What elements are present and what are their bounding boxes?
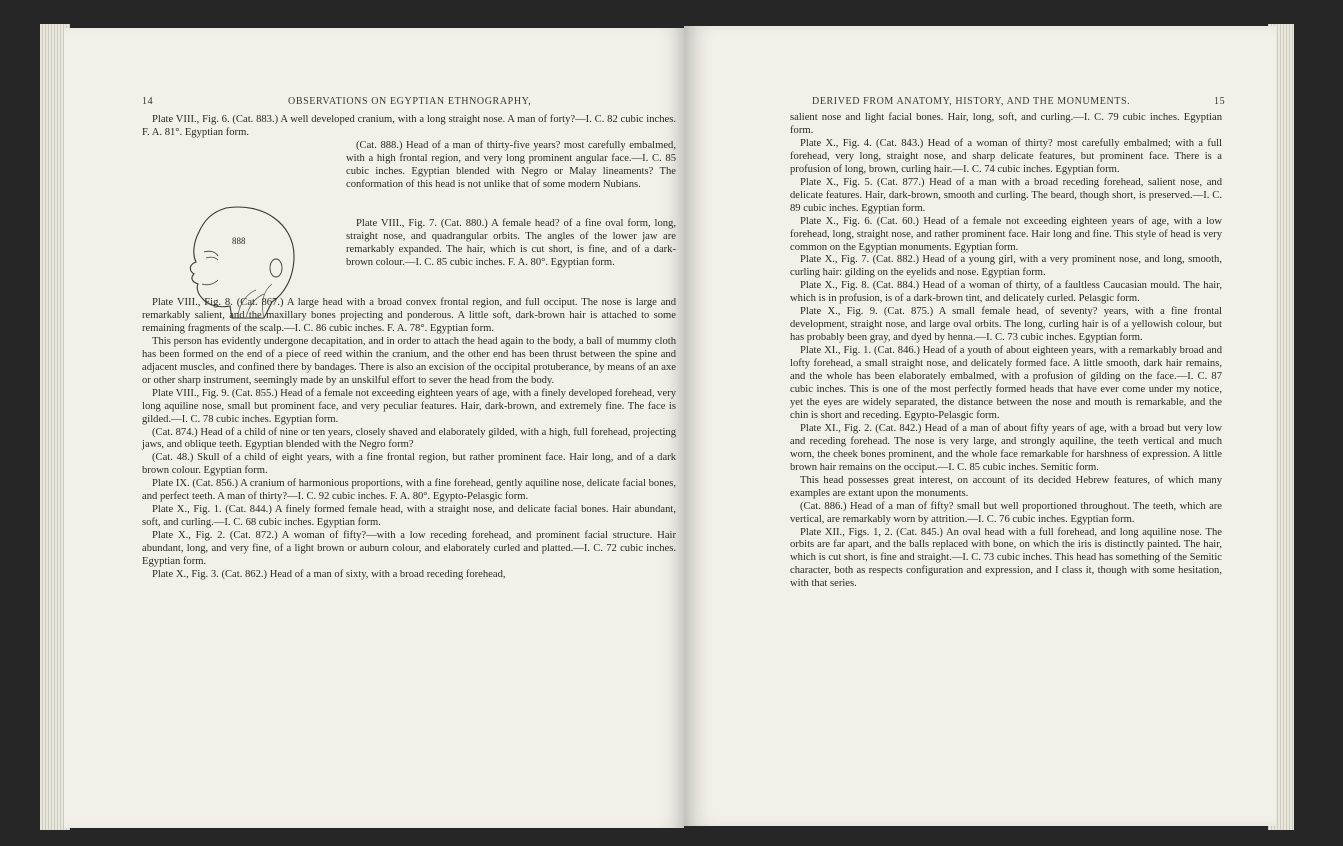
left-page bbox=[64, 28, 684, 828]
paragraph-r10: This head possesses great interest, on account of its decided Hebrew features, of which many examples are extant upon the monuments. bbox=[790, 474, 1222, 499]
figure-label: 888 bbox=[232, 236, 246, 246]
right-running-head: DERIVED FROM ANATOMY, HISTORY, AND THE MONUMENTS. bbox=[812, 96, 1131, 107]
right-page-number: 15 bbox=[1214, 96, 1226, 107]
paragraph-3: Plate VIII., Fig. 7. (Cat. 880.) A female head? of a fine oval form, long, straight nose, and quadrangular orbits. The angles of the lower jaw are remarkably expanded. The hair, which is cut short, is fine, and of a dark-brown colour.—I. C. 85 cubic inches. F. A. 80°. Egyptian form. bbox=[346, 218, 676, 268]
paragraph-1: Plate VIII., Fig. 6. (Cat. 883.) A well developed cranium, with a long straight nose. A man of forty?—I. C. 82 cubic inches. F. A. 81°. Egyptian form. bbox=[142, 114, 676, 138]
paragraph-r3: Plate X., Fig. 5. (Cat. 877.) Head of a man with a broad receding forehead, salient nose, and delicate features. Hair, dark-brown, smooth and curling. The beard, though short, is preserved.—I. C. 89 cubic inches. Egyptian form. bbox=[790, 176, 1222, 214]
paragraph-7: (Cat. 874.) Head of a child of nine or ten years, closely shaved and elaborately gilded, with a high, full forehead, projecting jaws, and oblique teeth. Egyptian blended with the Negro form? bbox=[142, 426, 676, 451]
paragraph-r4: Plate X., Fig. 6. (Cat. 60.) Head of a female not exceeding eighteen years of age, with a low forehead, long, straight nose, and rather prominent face. Hair long and fine. This style of head is very common on the Egyptian monuments. Egyptian form. bbox=[790, 215, 1222, 253]
paragraph-2: (Cat. 888.) Head of a man of thirty-five years? most carefully embalmed, with a high frontal region, and very long prominent angular face.—I. C. 85 cubic inches. Egyptian blended with Negro or Malay lineaments? The conformation of this head is not unlike that of some modern Nubians. bbox=[346, 140, 676, 190]
paragraph-r2: Plate X., Fig. 4. (Cat. 843.) Head of a woman of thirty? most carefully embalmed; with a full forehead, very long, straight nose, and sharp delicate features, but prominent face. There is a profusion of long, brown, curling hair.—I. C. 74 cubic inches. Egyptian form. bbox=[790, 137, 1222, 175]
right-body-text bbox=[790, 112, 1222, 591]
paragraph-11: Plate X., Fig. 2. (Cat. 872.) A woman of fifty?—with a low receding forehead, and prominent facial structure. Hair abundant, long, and very fine, of a light brown or auburn colour, and elaborately curled and platted.—I. C. 72 cubic inches. Egyptian form. bbox=[142, 530, 676, 568]
paragraph-6: Plate VIII., Fig. 9. (Cat. 855.) Head of a female not exceeding eighteen years of age, with a finely developed forehead, very long aquiline nose, small but prominent face, and very peculiar features. Hair, dark-brown, and extremely fine. The face is gilded.—I. C. 78 cubic inches. Egyptian form. bbox=[142, 387, 676, 425]
paragraph-4: Plate VIII., Fig. 8. (Cat. 867.) A large head with a broad convex frontal region, and full occiput. The nose is large and remarkably salient, and the maxillary bones projecting and ponderous. A little soft, dark-brown hair is attached to some remaining fragments of the scalp.—I. C. 86 cubic inches. F. A. 78°. Egyptian form. bbox=[142, 297, 676, 334]
paragraph-12: Plate X., Fig. 3. (Cat. 862.) Head of a man of sixty, with a broad receding forehead, bbox=[152, 569, 506, 581]
paragraph-r11: (Cat. 886.) Head of a man of fifty? small but well proportioned throughout. The teeth, which are vertical, are remarkably worn by attrition.—I. C. 76 cubic inches. Egyptian form. bbox=[790, 500, 1222, 525]
paragraph-r9: Plate XI., Fig. 2. (Cat. 842.) Head of a man of about fifty years of age, with a broad but very low and receding forehead. The nose is very large, and strongly aquiline, the teeth vertical and much worn, the cheek bones prominent, and the whole face remarkable for harshness of expression. A little brown hair remains on the occiput.—I. C. 85 cubic inches. Semitic form. bbox=[790, 422, 1222, 473]
left-page-number: 14 bbox=[142, 96, 154, 107]
right-page bbox=[684, 26, 1276, 826]
paragraph-r1: salient nose and light facial bones. Hair, long, soft, and curling.—I. C. 79 cubic inches. Egyptian form. bbox=[790, 112, 1222, 136]
paragraph-5: This person has evidently undergone decapitation, and in order to attach the head again to the body, a ball of mummy cloth has been formed on the end of a piece of reed within the cranium, and the other end has been thrust between the spine and adjacent muscles, and confined there by bandages. There is also an excision of the occipital protuberance, by means of an axe or other sharp instrument, seemingly made by an unskilful effort to sever the head from the body. bbox=[142, 335, 676, 386]
paragraph-r5: Plate X., Fig. 7. (Cat. 882.) Head of a young girl, with a very prominent nose, and long, smooth, curling hair: gilding on the eyelids and nose. Egyptian form. bbox=[790, 254, 1222, 279]
paragraph-r6: Plate X., Fig. 8. (Cat. 884.) Head of a woman of thirty, of a faultless Caucasian mould. The hair, which is in profusion, is of a dark-brown tint, and delicately curled. Pelasgic form. bbox=[790, 280, 1222, 305]
paragraph-r12: Plate XII., Figs. 1, 2. (Cat. 845.) An oval head with a full forehead, and long aquiline nose. The orbits are far apart, and the balls replaced with bone, on which the iris is distinctly painted. The hair, which is cut short, is fine and straight.—I. C. 73 cubic inches. This head has something of the Semitic character, both as respects configuration and expression, and I class it, though with some hesitation, with that series. bbox=[790, 526, 1222, 590]
left-body-text bbox=[142, 297, 676, 582]
paragraph-10: Plate X., Fig. 1. (Cat. 844.) A finely formed female head, with a straight nose, and delicate facial bones. Hair abundant, soft, and curling.—I. C. 68 cubic inches. Egyptian form. bbox=[142, 504, 676, 529]
paragraph-9: Plate IX. (Cat. 856.) A cranium of harmonious proportions, with a fine forehead, gently aquiline nose, delicate facial bones, and perfect teeth. A man of thirty?—I. C. 92 cubic inches. F. A. 80°. Egypto-Pelasgic form. bbox=[142, 478, 676, 503]
paragraph-8: (Cat. 48.) Skull of a child of eight years, with a fine frontal region, but rather prominent face. Hair long, and of a dark brown colour. Egyptian form. bbox=[142, 452, 676, 477]
paragraph-r7: Plate X., Fig. 9. (Cat. 875.) A small female head, of seventy? years, with a fine frontal development, straight nose, and large oval orbits. The long, curling hair is of a yellowish colour, but has probably been gray, and dyed by henna.—I. C. 73 cubic inches. Egyptian form. bbox=[790, 306, 1222, 344]
left-running-head: OBSERVATIONS ON EGYPTIAN ETHNOGRAPHY, bbox=[288, 96, 532, 107]
paragraph-r8: Plate XI., Fig. 1. (Cat. 846.) Head of a youth of about eighteen years, with a remarkably broad and lofty forehead, a small straight nose, and delicately formed face. A little smooth, dark hair remains, and the whole has been elaborately embalmed, with a profusion of gilding on the face.—I. C. 87 cubic inches. This is one of the most perfectly formed heads that have ever come under my notice, yet the eyes are widely separated, the distance between the nose and mouth is remarkable, and the chin is short and receding. Egypto-Pelasgic form. bbox=[790, 345, 1222, 421]
